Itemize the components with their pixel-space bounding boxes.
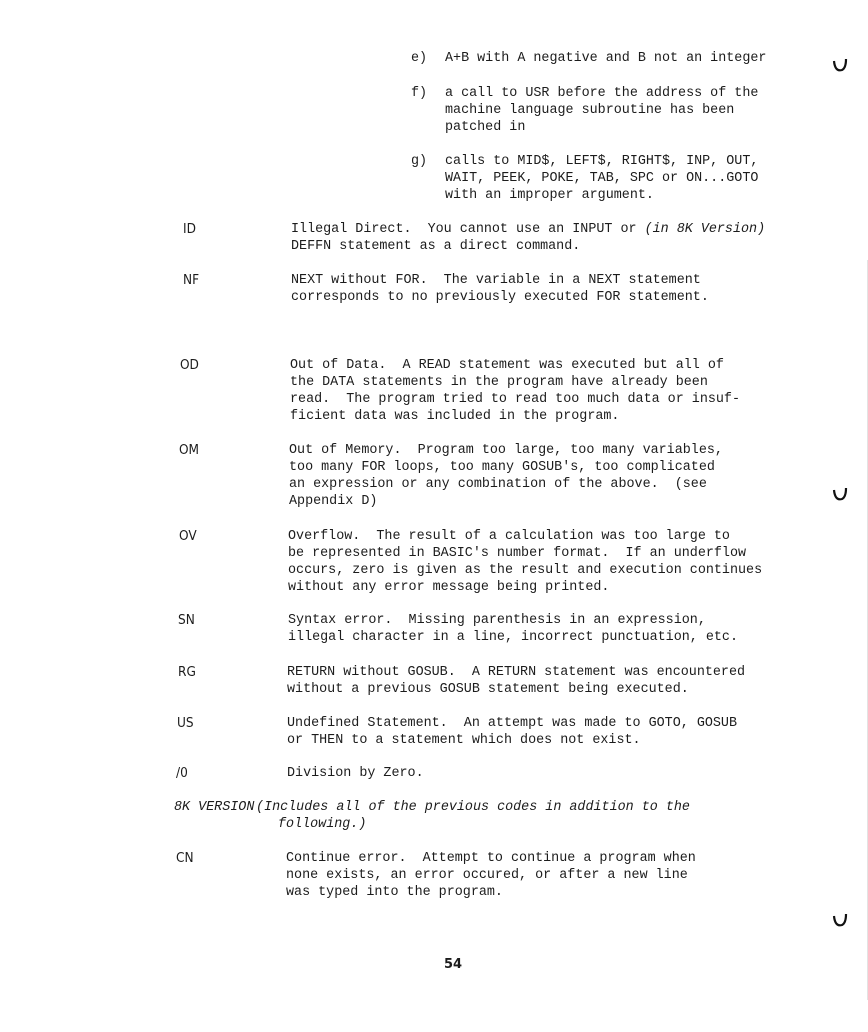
list-item-letter: e) bbox=[411, 51, 428, 66]
error-description-line: Appendix D) bbox=[289, 494, 378, 509]
error-description-line: Syntax error. Missing parenthesis in an expression, bbox=[288, 613, 706, 628]
error-description-line: Undefined Statement. An attempt was made to GOTO, GOSUB bbox=[287, 716, 737, 731]
error-code: US bbox=[177, 715, 194, 731]
binding-mark-icon bbox=[831, 911, 849, 929]
error-description-line: corresponds to no previously executed FOR statement. bbox=[291, 290, 709, 305]
error-code: OV bbox=[179, 528, 197, 544]
error-description-line: ficient data was included in the program. bbox=[290, 409, 620, 424]
list-item-text: a call to USR before the address of the bbox=[445, 86, 759, 101]
error-description-line: Continue error. Attempt to continue a program when bbox=[286, 851, 696, 866]
error-description-line: none exists, an error occured, or after a new line bbox=[286, 868, 688, 883]
list-item-text: WAIT, PEEK, POKE, TAB, SPC or ON...GOTO bbox=[445, 171, 759, 186]
list-item-letter: g) bbox=[411, 154, 428, 169]
error-description-line: DEFFN statement as a direct command. bbox=[291, 239, 581, 254]
list-item-text: calls to MID$, LEFT$, RIGHT$, INP, OUT, bbox=[445, 154, 759, 169]
error-description-line: NEXT without FOR. The variable in a NEXT statement bbox=[291, 273, 701, 288]
binding-mark-icon bbox=[831, 56, 849, 74]
error-description-line: read. The program tried to read too much data or insuf- bbox=[290, 392, 740, 407]
error-code: CN bbox=[176, 850, 194, 866]
error-code: SN bbox=[178, 612, 195, 628]
error-description-line: occurs, zero is given as the result and execution continues bbox=[288, 563, 763, 578]
error-description-line: be represented in BASIC's number format. If an underflow bbox=[288, 546, 747, 561]
error-code: NF bbox=[183, 272, 200, 288]
error-description-line: illegal character in a line, incorrect punctuation, etc. bbox=[288, 630, 738, 645]
error-description-line: without any error message being printed. bbox=[288, 580, 610, 595]
error-code: /0 bbox=[176, 765, 188, 781]
binding-mark-icon bbox=[831, 485, 849, 503]
error-code: ID bbox=[183, 221, 196, 237]
list-item-text: with an improper argument. bbox=[445, 188, 654, 203]
list-item-text: A+B with A negative and B not an integer bbox=[445, 51, 767, 66]
error-description-line: was typed into the program. bbox=[286, 885, 503, 900]
error-code: OM bbox=[179, 442, 200, 458]
error-description-line: Out of Data. A READ statement was executed but all of bbox=[290, 358, 724, 373]
version-label: 8K VERSION bbox=[174, 800, 255, 815]
page-number: 54 bbox=[444, 957, 463, 972]
error-description-line: RETURN without GOSUB. A RETURN statement was encountered bbox=[287, 665, 746, 680]
error-description-line: Illegal Direct. You cannot use an INPUT or (in 8K Version) bbox=[291, 222, 766, 237]
error-code: RG bbox=[178, 664, 196, 680]
version-note-line: (Includes all of the previous codes in addition to the bbox=[256, 800, 690, 815]
list-item-text: patched in bbox=[445, 120, 526, 135]
error-description-line: Overflow. The result of a calculation was too large to bbox=[288, 529, 730, 544]
error-description-line: Division by Zero. bbox=[287, 766, 424, 781]
error-description-line: an expression or any combination of the above. (see bbox=[289, 477, 707, 492]
error-description-line: without a previous GOSUB statement being executed. bbox=[287, 682, 689, 697]
error-description-line: Out of Memory. Program too large, too many variables, bbox=[289, 443, 723, 458]
error-code: OD bbox=[180, 357, 199, 373]
error-description-line: or THEN to a statement which does not exist. bbox=[287, 733, 641, 748]
version-note-line: following.) bbox=[278, 817, 367, 832]
list-item-letter: f) bbox=[411, 86, 428, 101]
error-description-line: too many FOR loops, too many GOSUB's, too complicated bbox=[289, 460, 715, 475]
error-description-line: the DATA statements in the program have already been bbox=[290, 375, 708, 390]
list-item-text: machine language subroutine has been bbox=[445, 103, 735, 118]
